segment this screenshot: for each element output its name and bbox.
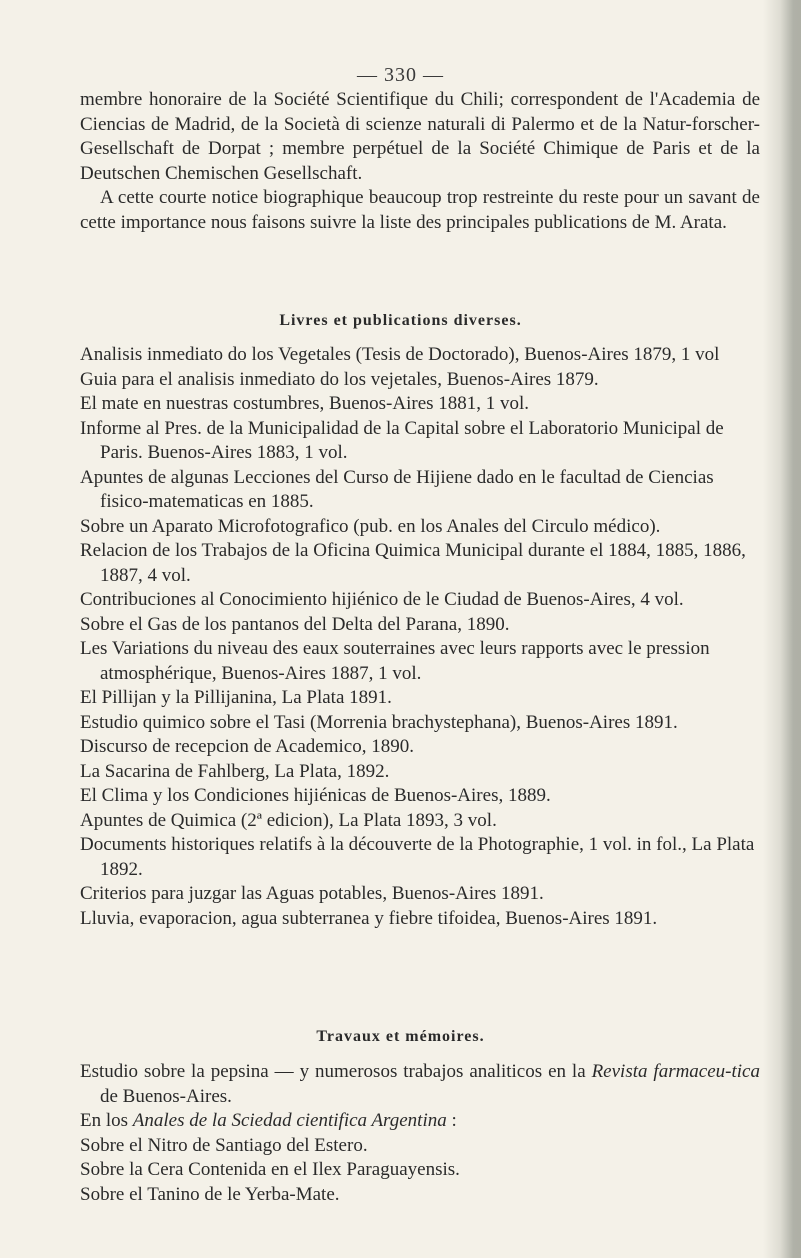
- list-item: El Clima y los Condiciones hijiénicas de Buenos-Aires, 1889.: [80, 785, 551, 806]
- list-item: Relacion de los Trabajos de la Oficina Quimica Municipal durante el 1884, 1885, 1886, 1887, 4 vol.: [80, 540, 746, 586]
- list-item: Apuntes de Quimica (2ª edicion), La Plata 1893, 3 vol.: [80, 809, 497, 831]
- journal-title: Revista farmaceu-tica: [591, 1061, 760, 1082]
- journal-title: Anales de la Sciedad cientifica Argentina: [132, 1110, 447, 1131]
- list-item: La Sacarina de Fahlberg, La Plata, 1892.: [80, 760, 390, 782]
- list-item: [80, 1109, 760, 1134]
- list-item: Apuntes de algunas Lecciones del Curso de Hijiene dado en le facultad de Ciencias fisico-matematicas en 1885.: [80, 466, 714, 512]
- item-text: de Buenos-Aires.: [100, 1085, 232, 1107]
- section-heading-travaux: Travaux et mémoires.: [316, 1028, 485, 1045]
- list-item: Les Variations du niveau des eaux souterraines avec leurs rapports avec le pression atmosphérique, Buenos-Aires 1887, 1 vol.: [80, 638, 710, 684]
- list-item: Documents historiques relatifs à la découverte de la Photographie, 1 vol. in fol., La Plata 1892.: [80, 834, 755, 880]
- list-item: El mate en nuestras costumbres, Buenos-Aires 1881, 1 vol.: [80, 393, 530, 414]
- list-item: Lluvia, evaporacion, agua subterranea y fiebre tifoidea, Buenos-Aires 1891.: [80, 907, 658, 929]
- page-number: — 330 —: [357, 64, 444, 86]
- section-heading-livres: Livres et publications diverses.: [279, 312, 522, 329]
- intro-paragraph-2: A cette courte notice biographique beaucoup trop restreinte du reste pour un savant de cette importance nous faisons suivre la liste des principales publications de M. Arata.: [80, 187, 760, 233]
- list-item: Contribuciones al Conocimiento hijiénico de le Ciudad de Buenos-Aires, 4 vol.: [80, 589, 684, 610]
- list-item: Sobre el Nitro de Santiago del Estero.: [80, 1134, 368, 1156]
- list-item: [80, 1060, 760, 1109]
- list-item: Sobre el Gas de los pantanos del Delta del Parana, 1890.: [80, 613, 510, 635]
- intro-text: [80, 88, 760, 235]
- list-item: Sobre un Aparato Microfotografico (pub. en los Anales del Circulo médico).: [80, 515, 661, 537]
- list-item: El Pillijan y la Pillijanina, La Plata 1891.: [80, 687, 392, 708]
- publications-list: [80, 343, 760, 931]
- page-edge-shadow: [763, 0, 801, 1258]
- item-text: En los: [80, 1110, 133, 1131]
- list-item: Guia para el analisis inmediato do los vejetales, Buenos-Aires 1879.: [80, 368, 599, 390]
- list-item: Analisis inmediato do los Vegetales (Tesis de Doctorado), Buenos-Aires 1879, 1 vol: [80, 344, 720, 365]
- list-item: Sobre la Cera Contenida en el Ilex Paraguayensis.: [80, 1159, 460, 1180]
- list-item: Informe al Pres. de la Municipalidad de la Capital sobre el Laboratorio Municipal de Paris. Buenos-Aires 1883, 1 vol.: [80, 417, 724, 463]
- intro-paragraph-1: membre honoraire de la Société Scientifique du Chili; correspondent de l'Academia de Ciencias de Madrid, de la Società di scienze naturali di Palermo et de la Natur-forscher-Gesellschaft de Dorpat ; membre perpétuel de la Société Chimique de Paris et de la Deutschen Chemischen Gesellschaft.: [80, 89, 760, 184]
- list-item: Criterios para juzgar las Aguas potables, Buenos-Aires 1891.: [80, 883, 544, 904]
- memoirs-list: [80, 1060, 760, 1207]
- item-text: :: [446, 1110, 457, 1131]
- list-item: Discurso de recepcion de Academico, 1890.: [80, 736, 414, 757]
- list-item: Sobre el Tanino de le Yerba-Mate.: [80, 1183, 340, 1205]
- list-item: Estudio quimico sobre el Tasi (Morrenia brachystephana), Buenos-Aires 1891.: [80, 711, 678, 733]
- item-text: Estudio sobre la pepsina — y numerosos trabajos analiticos en la: [80, 1061, 592, 1082]
